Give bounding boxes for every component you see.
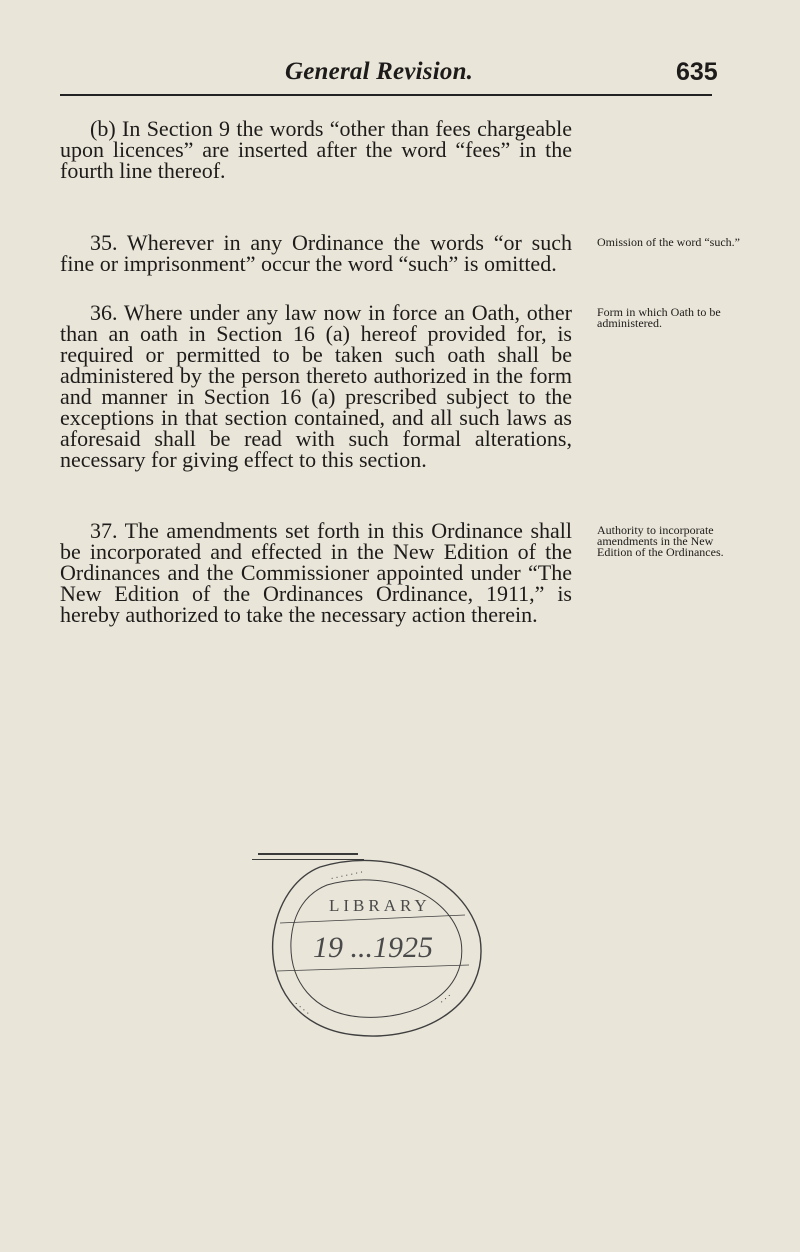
margin-note-35: Omission of the word “such.”: [597, 235, 740, 249]
paragraph-35: 35. Wherever in any Ordinance the words “or such fine or imprisonment” occur the word “such” is omitted.: [60, 230, 572, 276]
paragraph-36: 36. Where under any law now in force an Oath, other than an oath in Section 16 (a) hereof provided for, is required or permitted to be taken such oath shall be administered by the person thereto authorized in the form and manner in Section 16 (a) prescribed subject to the exceptions in that section contained, and all such laws as aforesaid shall be read with such formal alterations, necessary for giving effect to this section.: [60, 300, 572, 472]
library-stamp-icon: [265, 853, 490, 1048]
paragraph-37: 37. The amendments set forth in this Ordinance shall be incorporated and effected in the New Edition of the Ordinances and the Commissioner appointed under “The New Edition of the Ordinances Ordinance, 1911,” is hereby authorized to take the necessary action therein.: [60, 518, 572, 627]
margin-note-37: Authority to incorporate amendments in the New Edition of the Ordinances.: [597, 523, 724, 559]
page-number: 635: [676, 58, 718, 86]
svg-text:. . . .: . . . .: [293, 996, 314, 1017]
svg-text:. . .: . . .: [435, 988, 453, 1006]
running-header-title: General Revision.: [285, 58, 474, 85]
stamp-text-middle: 19 ...1925: [313, 931, 433, 964]
header-rule: [60, 94, 712, 96]
svg-text:. . . . . . .: . . . . . . .: [329, 864, 364, 882]
paragraph-b: (b) In Section 9 the words “other than fees chargeable upon licences” are inserted after the word “fees” in the fourth line thereof.: [60, 116, 572, 183]
margin-note-36: Form in which Oath to be administered.: [597, 305, 721, 330]
stamp-text-top: LIBRARY: [329, 896, 431, 915]
